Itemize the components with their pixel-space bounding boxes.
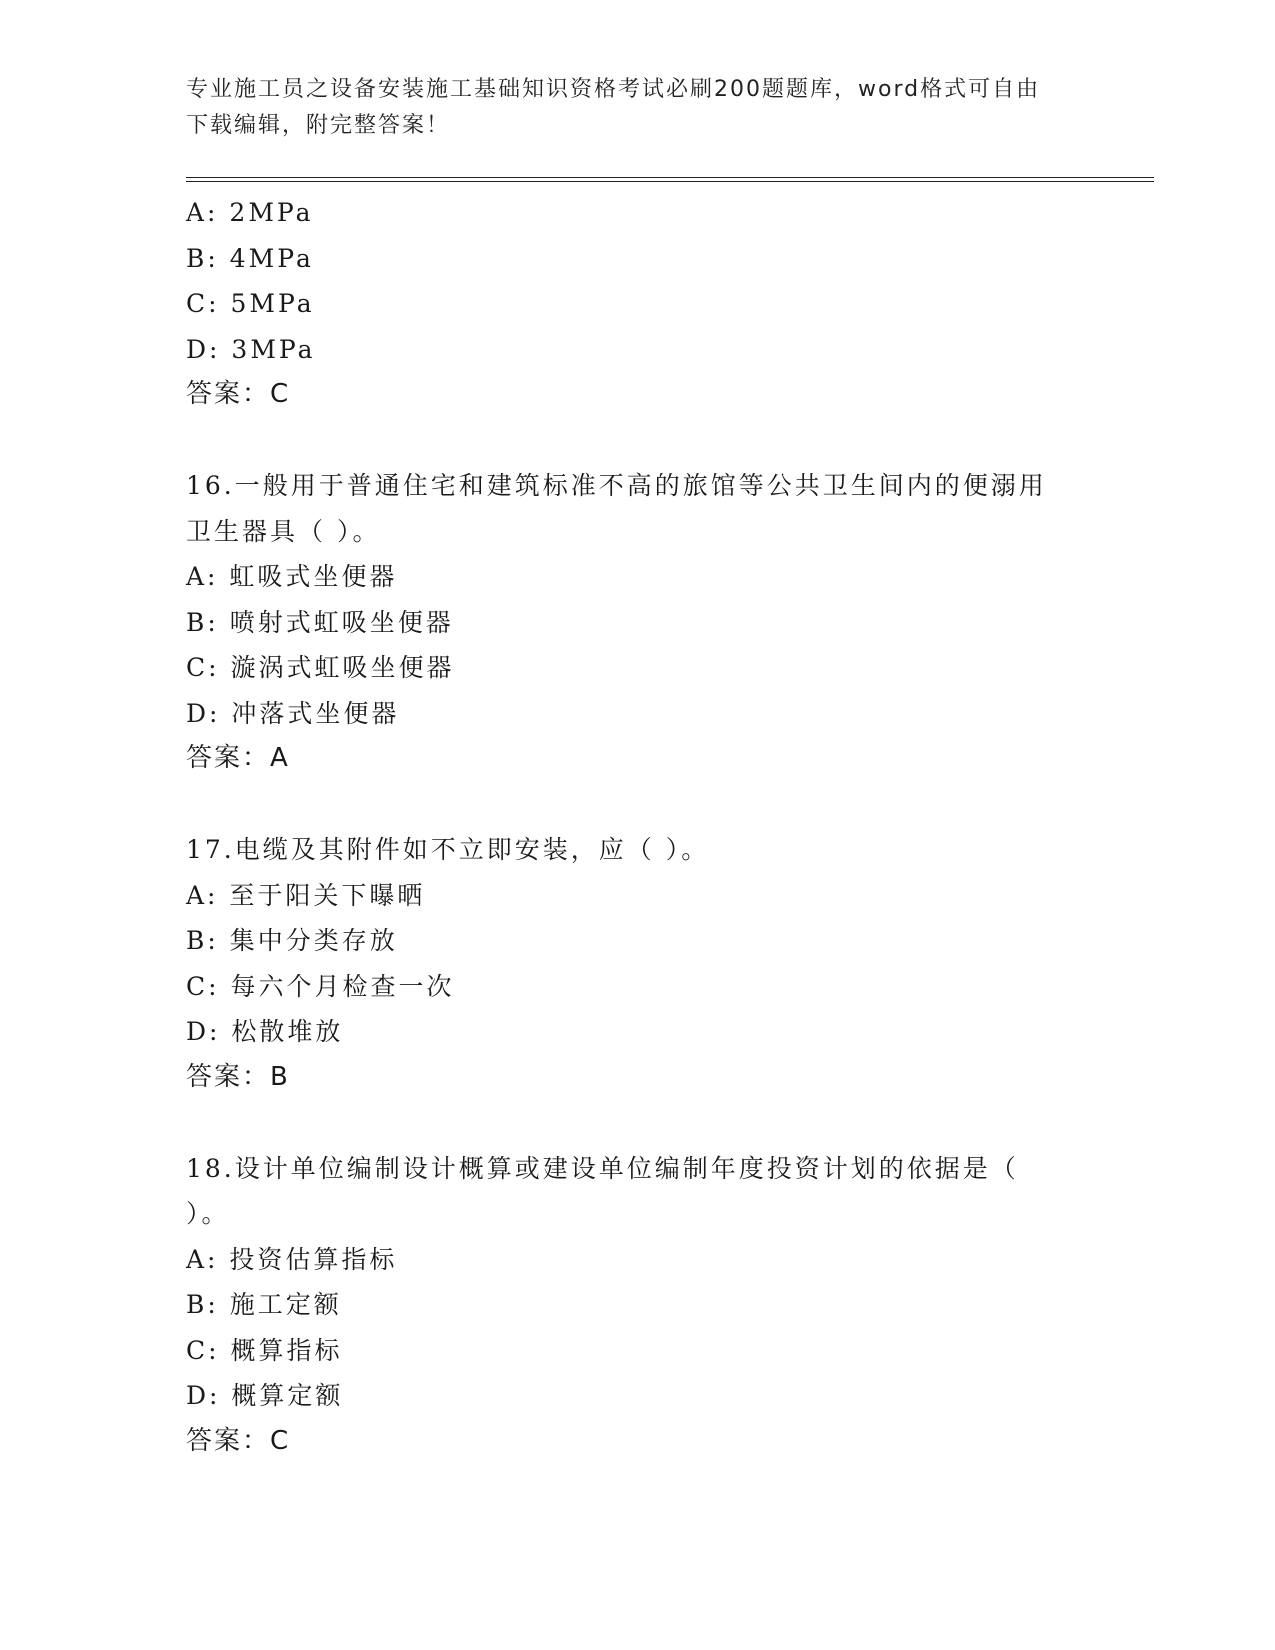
option-d: D: 松散堆放	[186, 1017, 344, 1046]
question-stem: 17.电缆及其附件如不立即安装，应（ ）。	[186, 835, 710, 864]
question-15-continued	[186, 190, 1086, 418]
answer: 答案：C	[186, 1425, 291, 1456]
option-a: A: 虹吸式坐便器	[186, 562, 398, 591]
question-stem-cont: ）。	[186, 1199, 230, 1228]
question-17	[186, 827, 1086, 1100]
spacer	[186, 782, 1086, 828]
answer: 答案：A	[186, 743, 290, 773]
header-line-2: 下载编辑，附完整答案！	[186, 113, 451, 138]
option-a: A: 投资估算指标	[186, 1244, 398, 1274]
question-list	[186, 190, 1086, 1464]
option-c: C: 概算指标	[186, 1335, 343, 1365]
document-header	[186, 72, 1066, 144]
option-b: B: 集中分类存放	[186, 926, 398, 955]
option-d: D: 冲落式坐便器	[186, 698, 400, 728]
option-a: A: 至于阳关下曝晒	[186, 880, 426, 910]
option-d: D: 概算定额	[186, 1381, 344, 1410]
question-16	[186, 463, 1086, 782]
option-d: D: 3MPa	[186, 334, 316, 364]
question-stem-cont: 卫生器具（ ）。	[186, 516, 381, 546]
question-stem: 16.一般用于普通住宅和建筑标准不高的旅馆等公共卫生间内的便溺用	[186, 471, 1047, 500]
header-divider	[186, 177, 1154, 182]
option-c: C: 漩涡式虹吸坐便器	[186, 653, 455, 682]
option-b: B: 喷射式虹吸坐便器	[186, 607, 454, 637]
option-c: C: 每六个月检查一次	[186, 971, 455, 1001]
option-b: B: 施工定额	[186, 1290, 342, 1319]
answer: 答案：C	[186, 379, 291, 409]
question-18	[186, 1146, 1086, 1465]
option-a: A: 2MPa	[186, 198, 314, 227]
spacer	[186, 1100, 1086, 1146]
option-c: C: 5MPa	[186, 289, 315, 318]
spacer	[186, 418, 1086, 464]
header-line-1: 专业施工员之设备安装施工基础知识资格考试必刷200题题库，word格式可自由	[186, 77, 1041, 102]
question-stem: 18.设计单位编制设计概算或建设单位编制年度投资计划的依据是（	[186, 1153, 1019, 1183]
answer: 答案：B	[186, 1061, 290, 1092]
option-b: B: 4MPa	[186, 243, 314, 273]
